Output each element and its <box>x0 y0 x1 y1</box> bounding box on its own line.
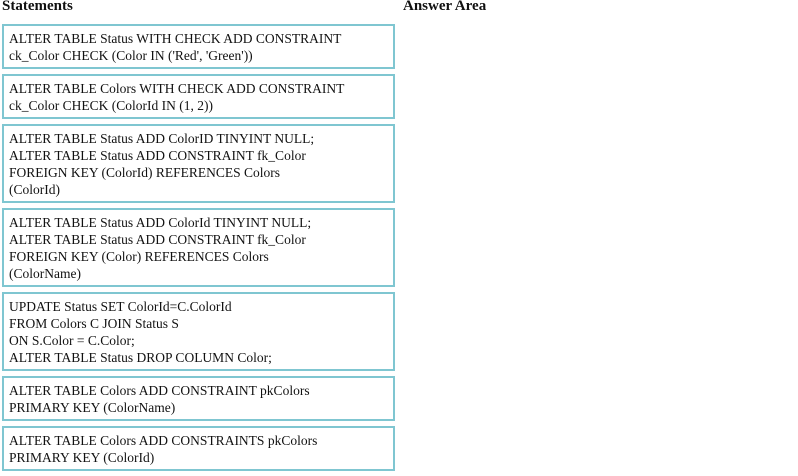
statement-item-6[interactable] <box>2 376 395 421</box>
answer-area-dropzone[interactable] <box>403 24 793 460</box>
statements-heading: Statements <box>2 0 73 14</box>
statement-line: ck_Color CHECK (Color IN ('Red', 'Green')) <box>9 48 253 63</box>
statement-line: FROM Colors C JOIN Status S <box>9 316 179 331</box>
statement-item-4[interactable] <box>2 208 395 287</box>
statement-line: ck_Color CHECK (ColorId IN (1, 2)) <box>9 98 213 113</box>
statement-line: (ColorName) <box>9 266 81 281</box>
statement-line: ALTER TABLE Colors ADD CONSTRAINT pkColors <box>9 383 310 398</box>
statement-item-5[interactable] <box>2 292 395 371</box>
statements-list <box>2 24 395 476</box>
statement-line: FOREIGN KEY (ColorId) REFERENCES Colors <box>9 165 281 180</box>
statement-line: ALTER TABLE Colors WITH CHECK ADD CONSTRAINT <box>9 81 345 96</box>
answer-area-heading: Answer Area <box>403 0 487 14</box>
statement-line: ALTER TABLE Status ADD CONSTRAINT fk_Color <box>9 148 306 163</box>
statement-line: ALTER TABLE Status ADD ColorId TINYINT NULL; <box>9 215 312 230</box>
statement-line: UPDATE Status SET ColorId=C.ColorId <box>9 299 232 314</box>
statement-item-7[interactable] <box>2 426 395 471</box>
statement-line: ALTER TABLE Status WITH CHECK ADD CONSTRAINT <box>9 31 342 46</box>
statement-line: ALTER TABLE Status ADD CONSTRAINT fk_Color <box>9 232 306 247</box>
statement-line: ALTER TABLE Status ADD ColorID TINYINT NULL; <box>9 131 315 146</box>
statement-line: ALTER TABLE Status DROP COLUMN Color; <box>9 350 272 365</box>
statement-line: PRIMARY KEY (ColorId) <box>9 450 155 465</box>
statement-line: ALTER TABLE Colors ADD CONSTRAINTS pkColors <box>9 433 318 448</box>
statement-line: PRIMARY KEY (ColorName) <box>9 400 176 415</box>
statement-line: (ColorId) <box>9 182 60 197</box>
statement-item-3[interactable] <box>2 124 395 203</box>
statement-item-2[interactable] <box>2 74 395 119</box>
statement-line: ON S.Color = C.Color; <box>9 333 135 348</box>
statement-line: FOREIGN KEY (Color) REFERENCES Colors <box>9 249 269 264</box>
statement-item-1[interactable] <box>2 24 395 69</box>
